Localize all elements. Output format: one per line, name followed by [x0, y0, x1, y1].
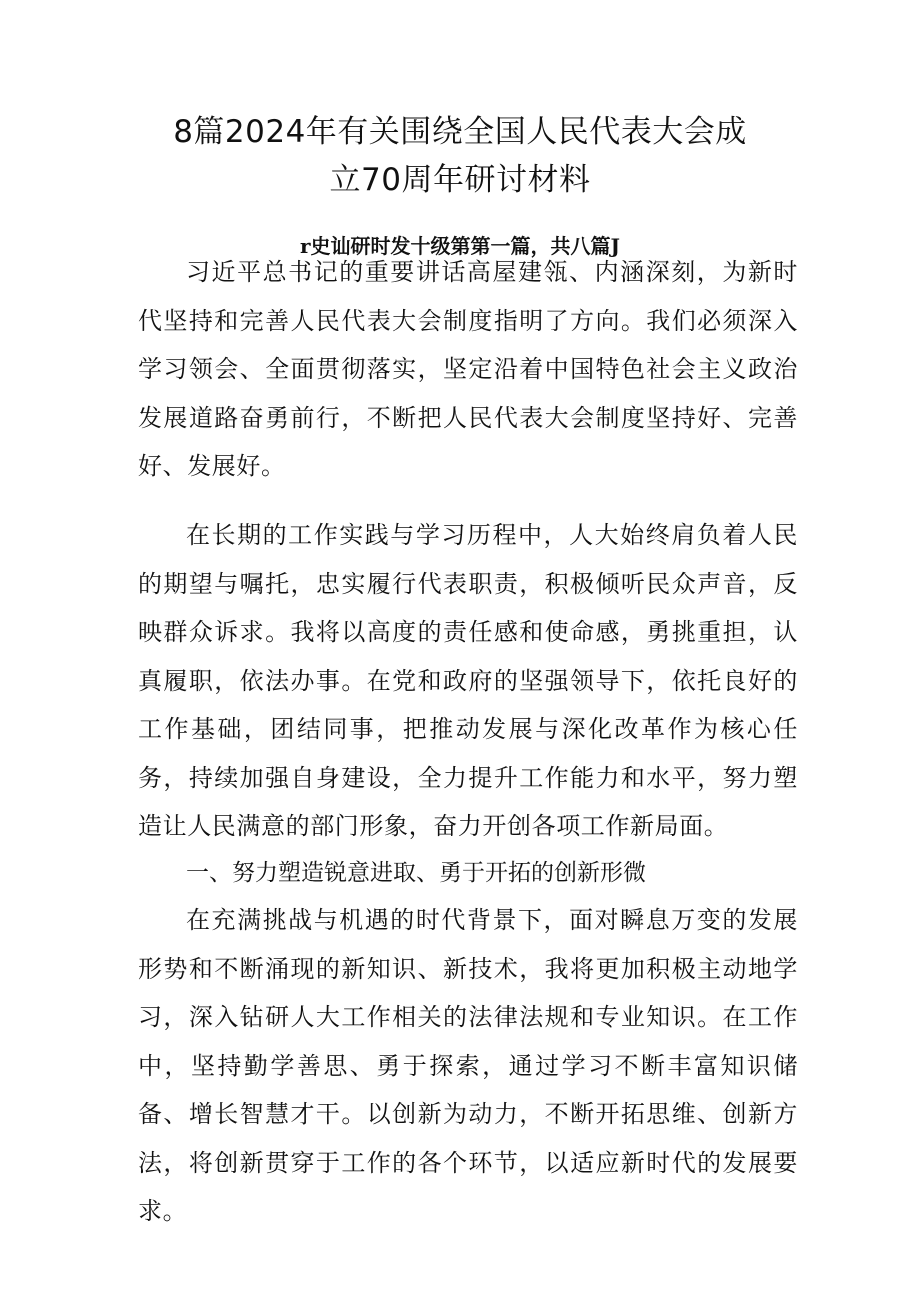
section-heading: 一、努力塑造锐意进取、勇于开拓的创新形微	[186, 860, 646, 886]
paragraph-2: 在长期的工作实践与学习历程中，人大始终肩负着人民的期望与嘱托，忠实履行代表职责，积极倾听民众声音，反映群众诉求。我将以高度的责任感和使命感，勇挑重担，认真履职，依法办事。在党和政府的坚强领导下，依托良好的工作基础，团结同事，把推动发展与深化改革作为核心任务，持续加强自身建设，全力提升工作能力和水平，努力塑造让人民满意的部门形象，奋力开创各项工作新局面。	[138, 521, 798, 840]
document-subtitle: r史讪研时发十级第第一篇，共八篇J	[300, 234, 620, 258]
document-title	[120, 108, 800, 204]
title-line-1: 8篇2024年有关围绕全国人民代表大会成	[173, 114, 747, 150]
paragraph-1: 习近平总书记的重要讲话高屋建瓴、内涵深刻，为新时代坚持和完善人民代表大会制度指明了方向。我们必须深入学习领会、全面贯彻落实，坚定沿着中国特色社会主义政治发展道路奋勇前行，不断把人民代表大会制度坚持好、完善好、发展好。	[138, 258, 798, 480]
paragraph-3: 在充满挑战与机遇的时代背景下，面对瞬息万变的发展形势和不断涌现的新知识、新技术，我将更加积极主动地学习，深入钻研人大工作相关的法律法规和专业知识。在工作中，坚持勤学善思、勇于探索，通过学习不断丰富知识储备、增长智慧才干。以创新为动力，不断开拓思维、创新方法，将创新贯穿于工作的各个环节，以适应新时代的发展要求。	[138, 906, 798, 1225]
title-line-2: 立70周年研讨材料	[329, 162, 591, 198]
